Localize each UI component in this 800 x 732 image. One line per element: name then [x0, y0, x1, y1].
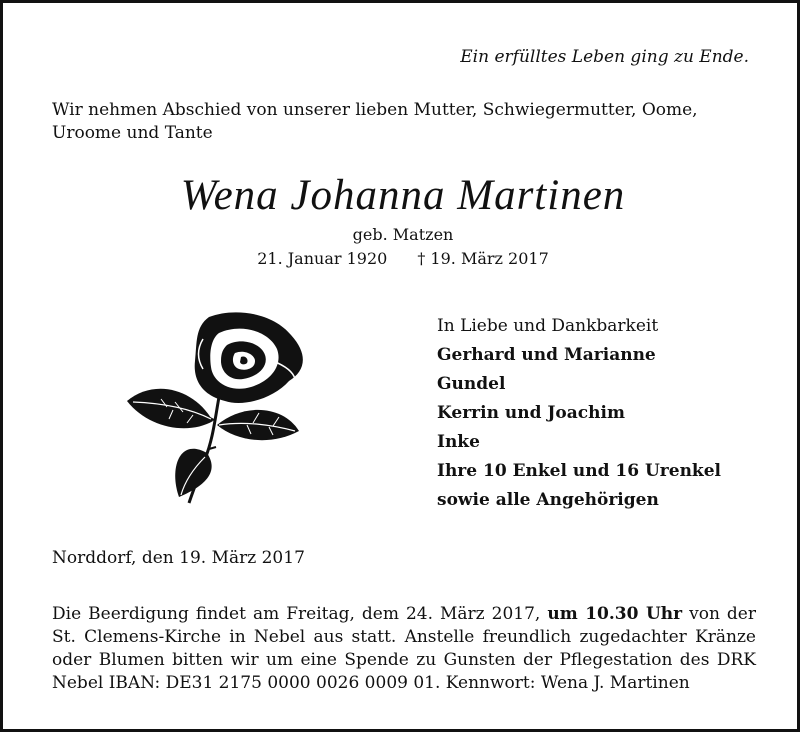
death-date: † 19. März 2017 — [417, 249, 549, 268]
mourner-name: Gerhard und Marianne — [437, 345, 656, 365]
born-name: geb. Matzen — [352, 225, 454, 244]
mourners-intro: In Liebe und Dankbarkeit — [437, 316, 659, 336]
motto-text: Ein erfülltes Leben ging zu Ende. — [460, 47, 749, 67]
deceased-name: Wena Johanna Martinen — [180, 172, 626, 219]
rose-icon — [123, 309, 313, 505]
mourner-name: sowie alle Angehörigen — [437, 490, 659, 510]
funeral-text-end: von der St. Clemens-Kirche in Nebel aus statt. Anstelle freundlich zugedachter Kränze oder Blumen bitten wir um eine Spende zu Gunsten der Pflegestation des DRK Nebel IBAN: DE31 2175 0000 0026 0009 01. Kennwort: Wena J. Martinen — [52, 604, 756, 693]
life-dates — [3, 249, 800, 268]
mourner-name: Gundel — [437, 374, 506, 394]
birth-date: 21. Januar 1920 — [257, 249, 388, 268]
mourner-name: Kerrin und Joachim — [437, 403, 625, 423]
mourner-name: Ihre 10 Enkel und 16 Urenkel — [437, 461, 721, 481]
funeral-info — [52, 603, 756, 695]
mourner-name: Inke — [437, 432, 480, 452]
place-date: Norddorf, den 19. März 2017 — [52, 548, 305, 568]
funeral-text-start: Die Beerdigung findet am Freitag, dem 24. März 2017, — [52, 604, 548, 624]
funeral-time: um 10.30 Uhr — [547, 604, 683, 624]
intro-text: Wir nehmen Abschied von unserer lieben Mutter, Schwiegermutter, Oome, Uroome und Tante — [52, 100, 698, 143]
mourners-list — [437, 312, 721, 515]
